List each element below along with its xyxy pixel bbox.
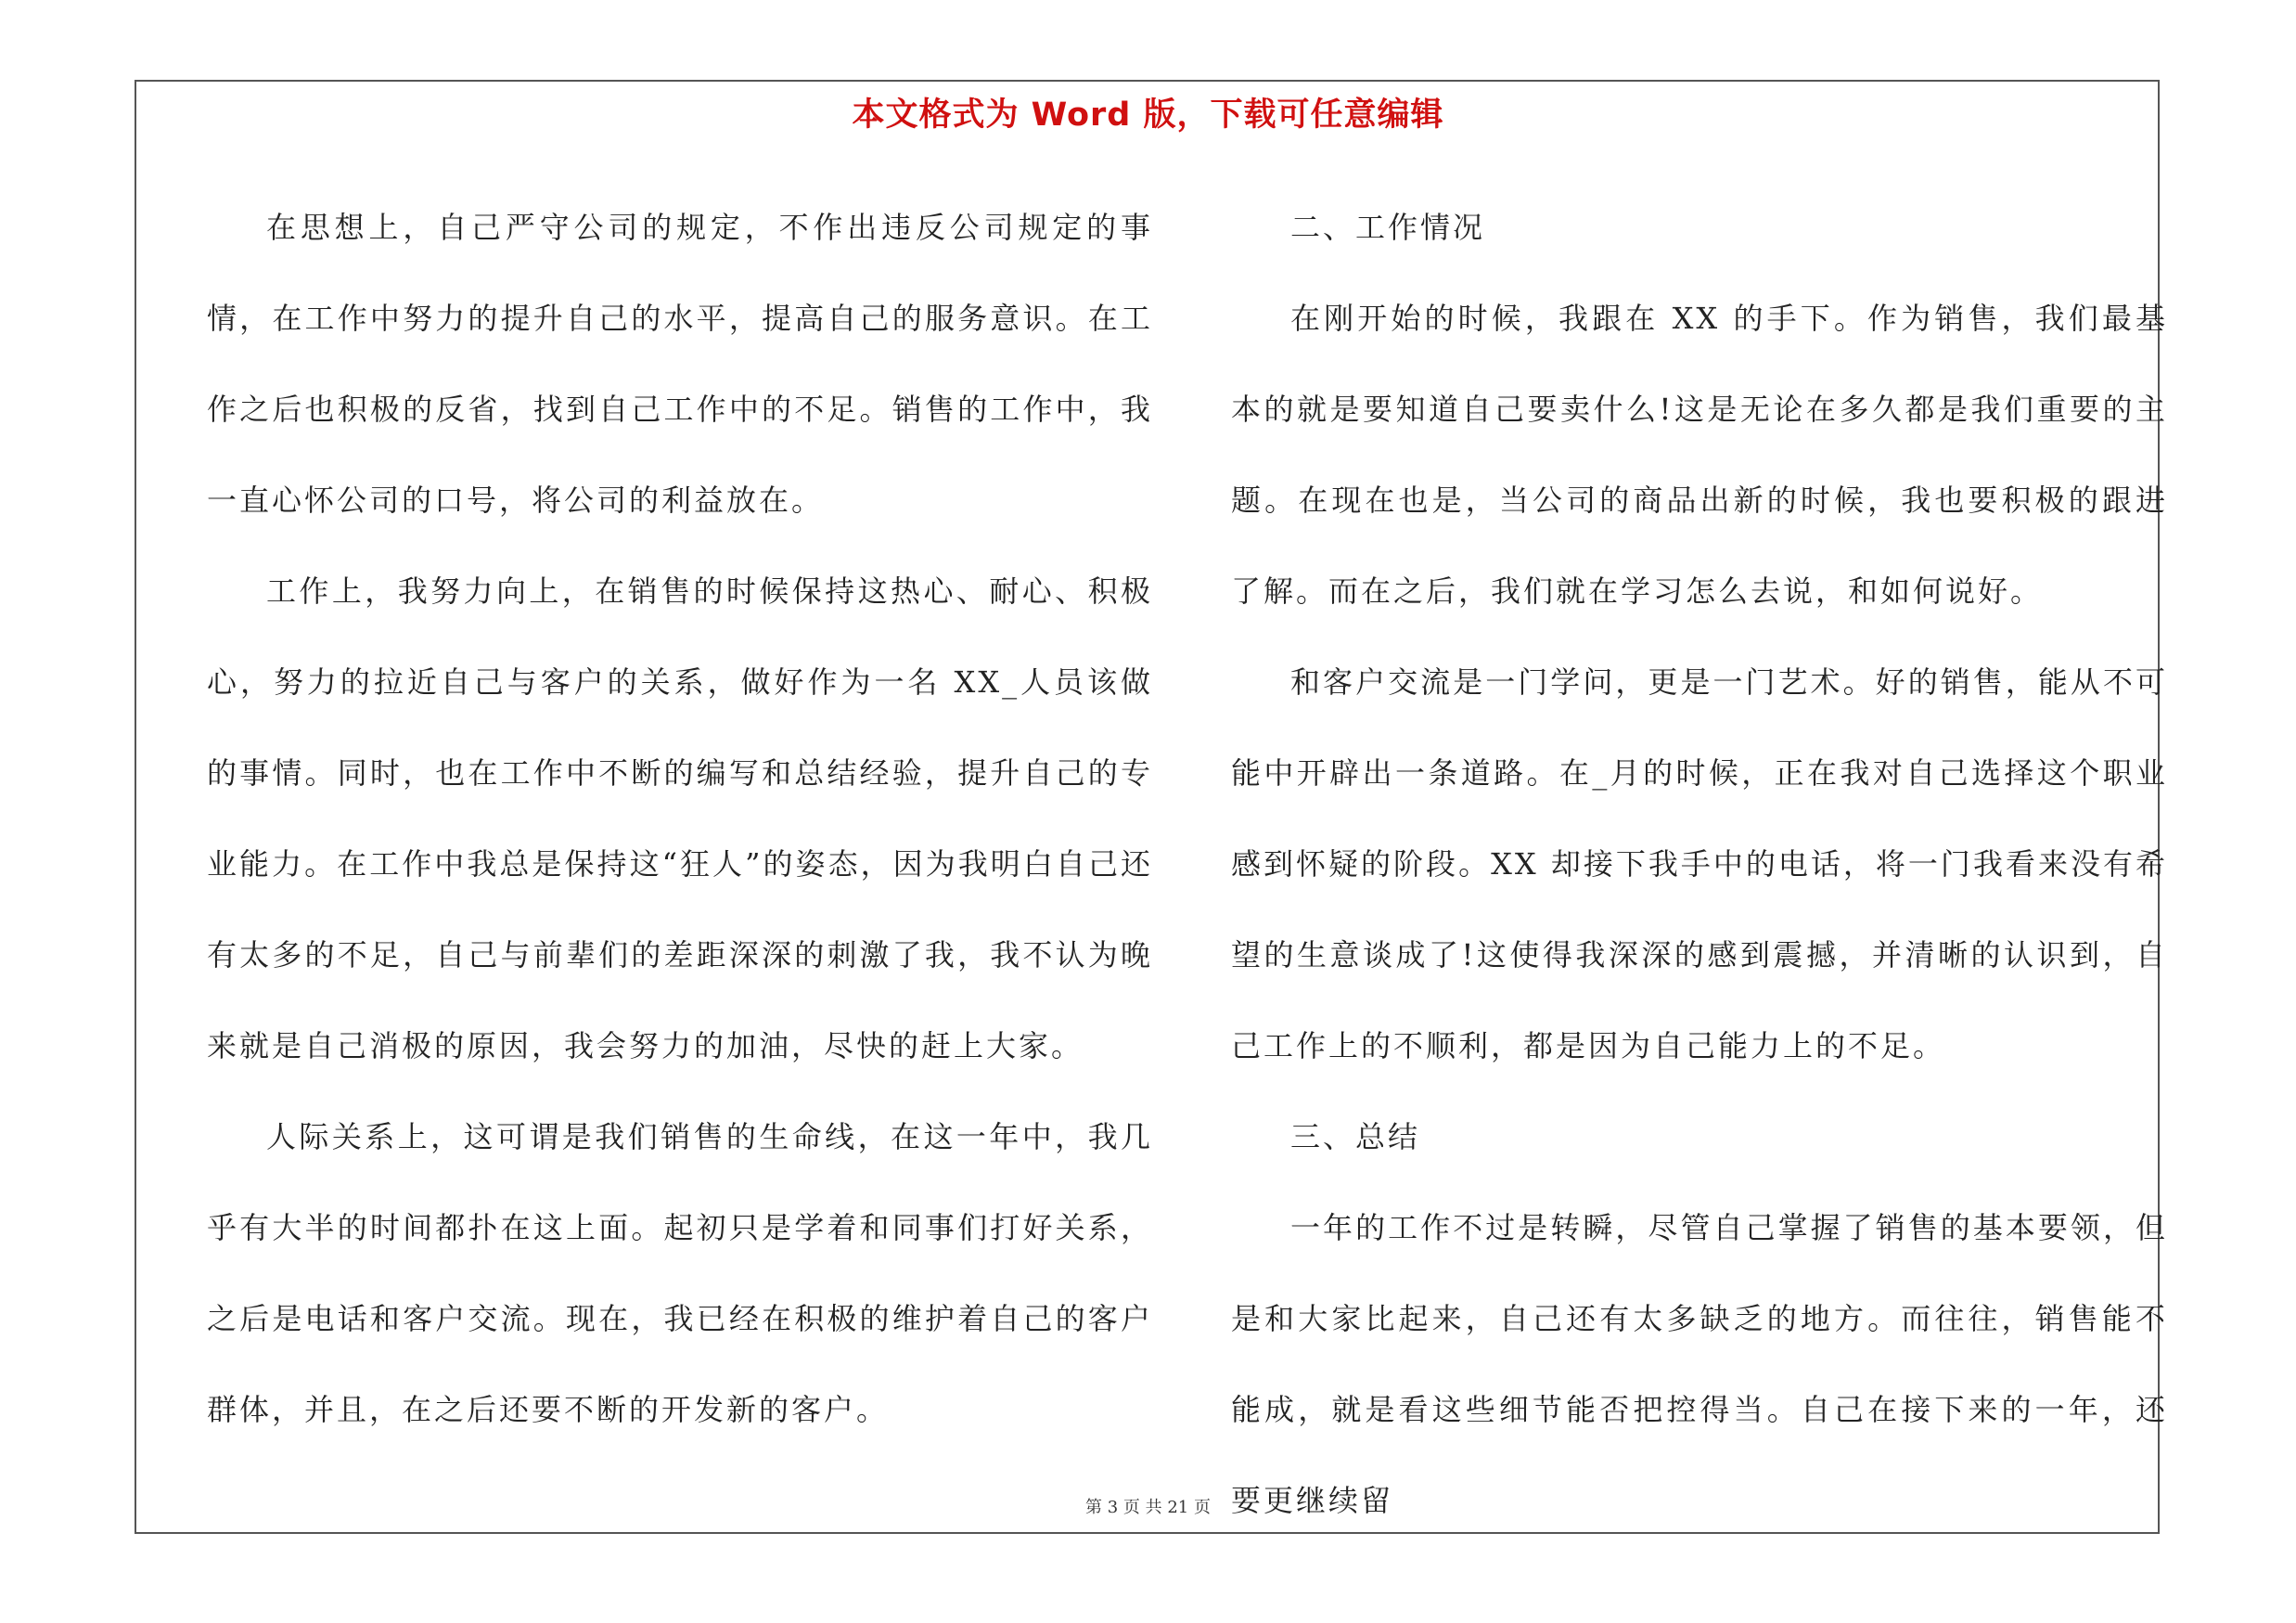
paragraph-work-effort: 工作上，我努力向上，在销售的时候保持这热心、耐心、积极心，努力的拉近自己与客户的关系，做好作为一名 XX_人员该做的事情。同时，也在工作中不断的编写和总结经验，提升自己的专业能力。在工作中我总是保持这“狂人”的姿态，因为我明白自己还有太多的不足，自己与前辈们的差距深深的刺激了我，我不认为晚来就是自己消极的原因，我会努力的加油，尽快的赶上大家。 xyxy=(207,573,1153,1063)
paragraph-summary: 一年的工作不过是转瞬，尽管自己掌握了销售的基本要领，但是和大家比起来，自己还有太多缺乏的地方。而往往，销售能不能成，就是看这些细节能否把控得当。自己在接下来的一年，还要更继续留 xyxy=(1231,1210,2168,1518)
paragraph-relationships: 人际关系上，这可谓是我们销售的生命线，在这一年中，我几乎有大半的时间都扑在这上面。起初只是学着和同事们打好关系，之后是电话和客户交流。现在，我已经在积极的维护着自己的客户群体，并且，在之后还要不断的开发新的客户。 xyxy=(207,1119,1153,1427)
right-column xyxy=(1231,182,2168,1546)
paragraph-customer-communication: 和客户交流是一门学问，更是一门艺术。好的销售，能从不可能中开辟出一条道路。在_月的时候，正在我对自己选择这个职业感到怀疑的阶段。XX 却接下我手中的电话，将一门我看来没有希望的生意谈成了!这使得我深深的感到震撼，并清晰的认识到，自己工作上的不顺利，都是因为自己能力上的不足。 xyxy=(1231,664,2168,1063)
paragraph-learning: 在刚开始的时候，我跟在 XX 的手下。作为销售，我们最基本的就是要知道自己要卖什么!这是无论在多久都是我们重要的主题。在现在也是，当公司的商品出新的时候，我也要积极的跟进了解。而在之后，我们就在学习怎么去说，和如何说好。 xyxy=(1231,301,2168,609)
heading-summary: 三、总结 xyxy=(1290,1119,1421,1154)
format-banner: 本文格式为 Word 版，下载可任意编辑 xyxy=(852,97,1444,134)
paragraph-attitude: 在思想上，自己严守公司的规定，不作出违反公司规定的事情，在工作中努力的提升自己的水平，提高自己的服务意识。在工作之后也积极的反省，找到自己工作中的不足。销售的工作中，我一直心怀公司的口号，将公司的利益放在。 xyxy=(207,210,1153,518)
heading-work-situation: 二、工作情况 xyxy=(1290,210,1486,245)
page-number: 第 3 页 共 21 页 xyxy=(1085,1498,1211,1517)
left-column xyxy=(207,182,1153,1455)
